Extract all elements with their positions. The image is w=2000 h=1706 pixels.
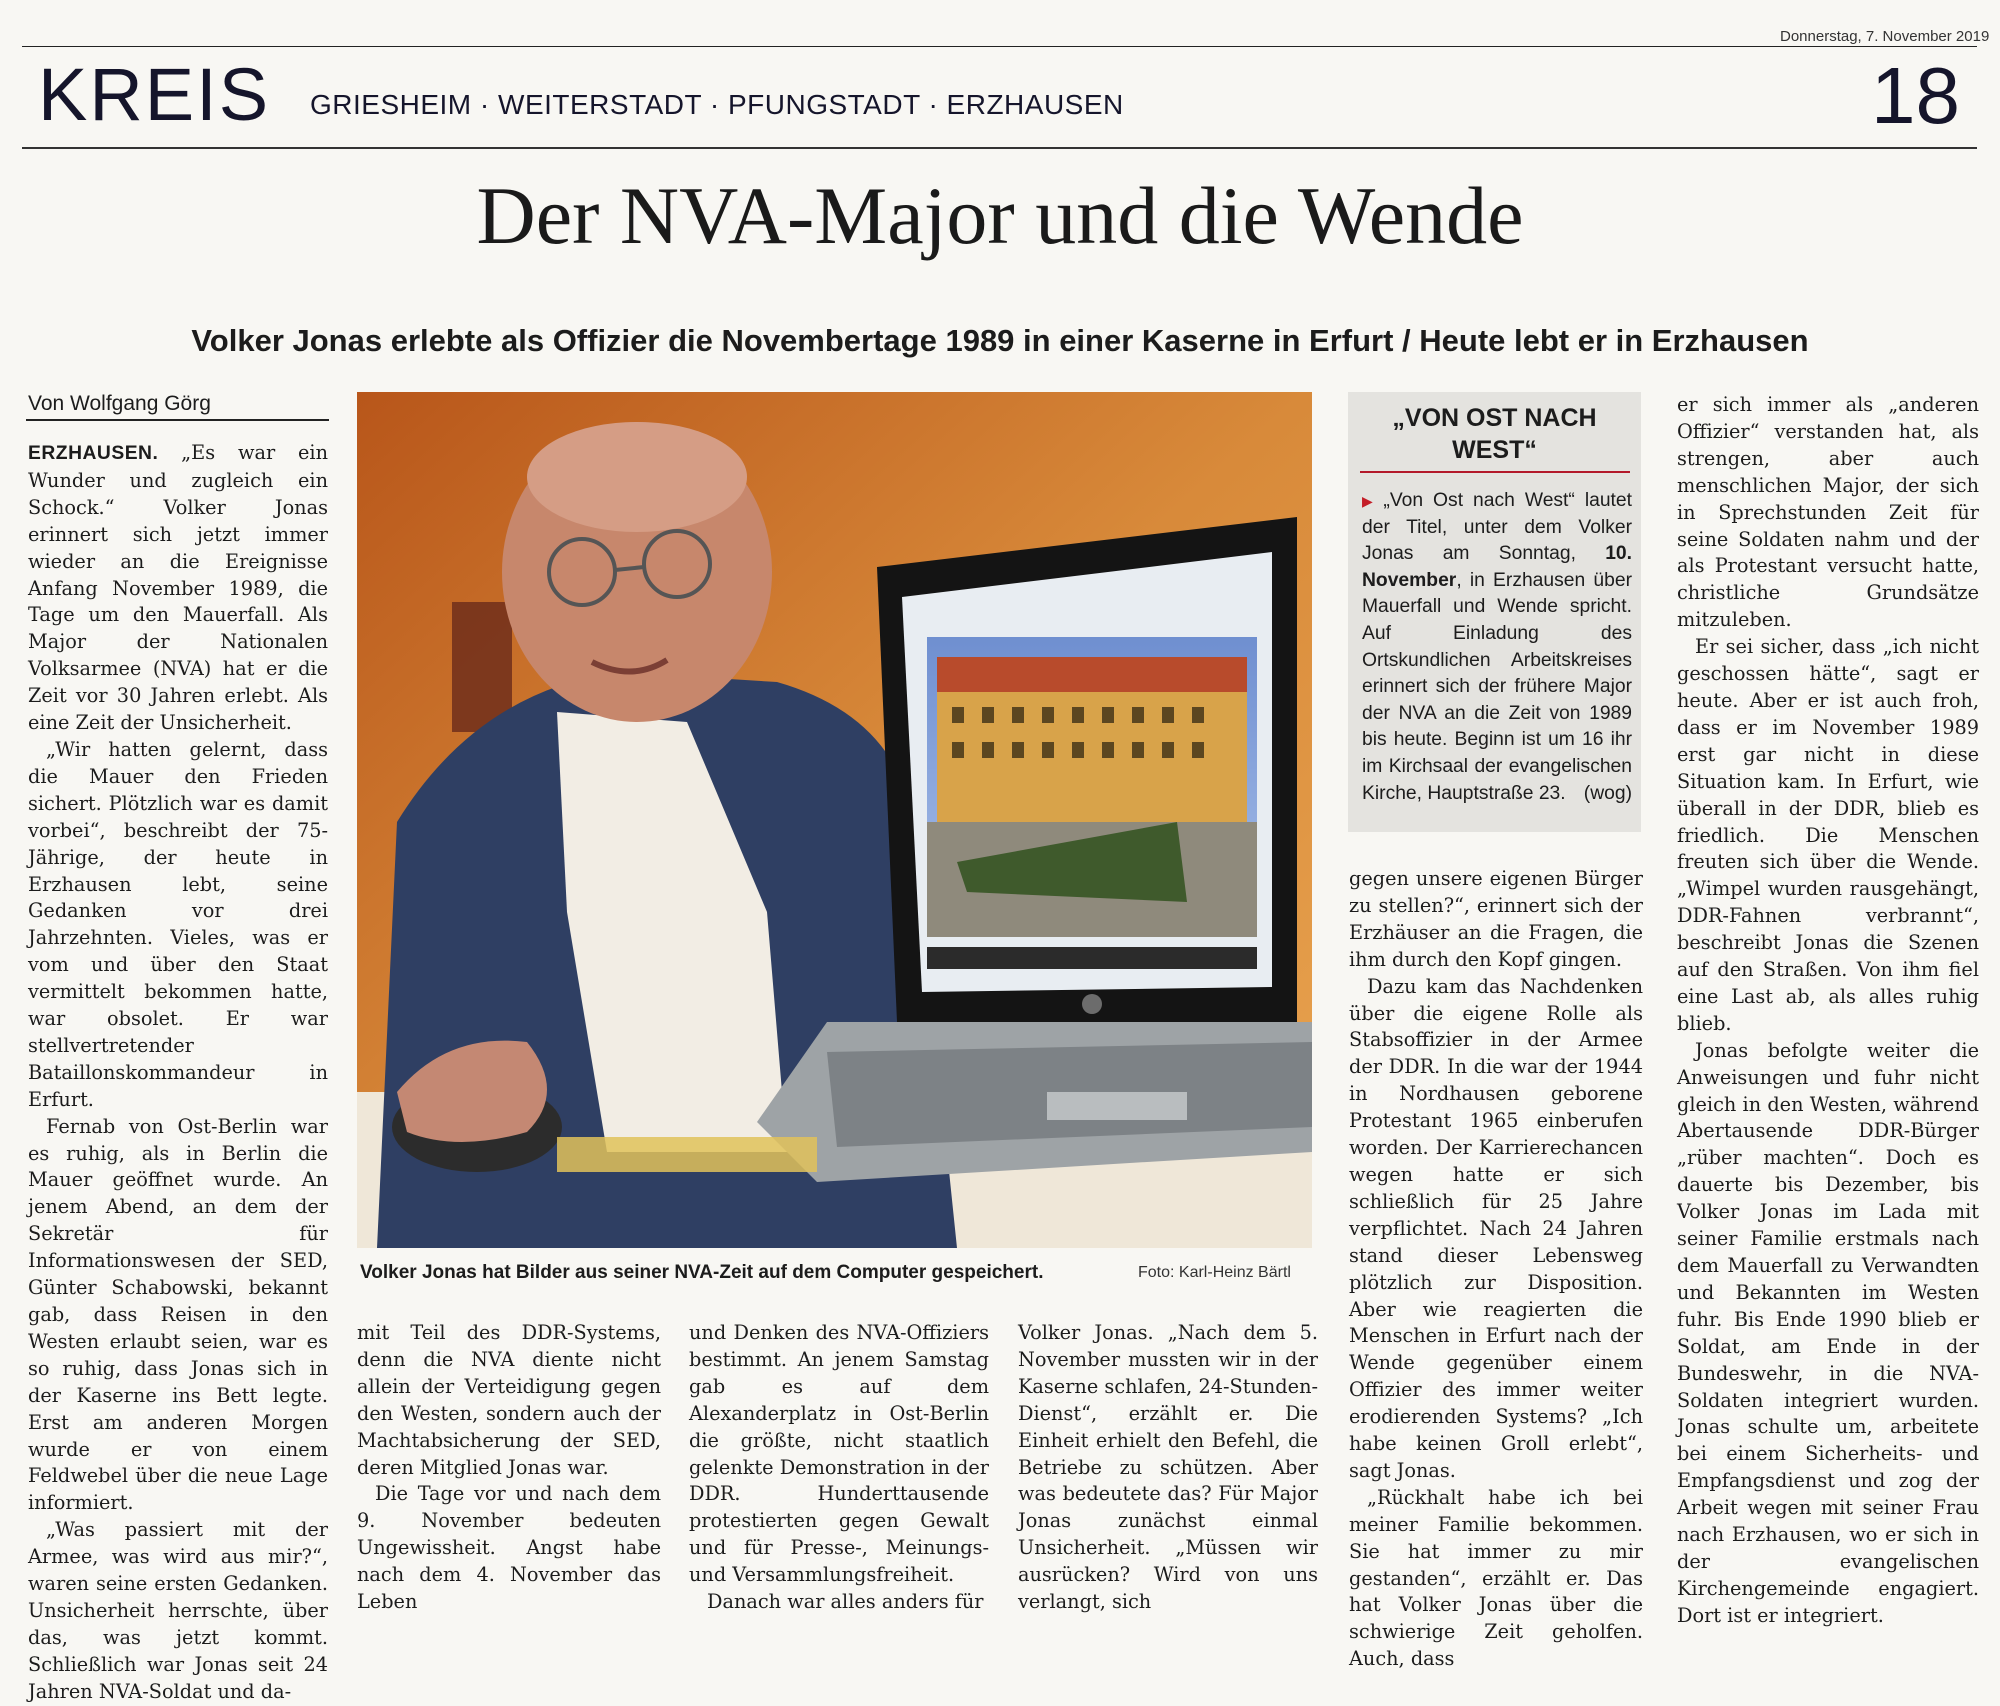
paragraph: gegen unsere eigenen Bürger zu stellen?“, erinnert sich der Erzhäuser an die Fragen, die ihm durch den Kopf gingen.	[1349, 867, 1643, 971]
paragraph: Jonas befolgte weiter die Anweisungen und fuhr nicht gleich in den Westen, während Abertausende DDR-Bürger „rüber machten“. Doch es dauerte bis Dezember, bis Volker Jonas im Lada mit seiner Familie erstmals nach dem Mauerfall zu Verwandten und Bekannten im Westen fuhr. Bis Ende 1990 blieb er Soldat, am Ende in der Bundeswehr, in die NVA-Soldaten integriert wurden. Jonas schulte um, arbeitete bei einem Sicherheits- und Empfangsdienst und zog der Arbeit wegen mit seiner Frau nach Erzhausen, wo er sich in der evangelischen Kirchengemeinde engagiert. Dort ist er integriert.	[1677, 1038, 1979, 1627]
hp-logo-icon	[1082, 994, 1102, 1014]
dateline: ERZHAUSEN.	[28, 443, 159, 464]
top-rule	[22, 46, 1977, 47]
info-box-date: 10. November	[1362, 543, 1632, 591]
info-box	[1348, 392, 1641, 832]
text-column-4	[1018, 1320, 1318, 1616]
text-column-1	[28, 440, 328, 1706]
section-towns: GRIESHEIM · WEITERSTADT · PFUNGSTADT · ERZHAUSEN	[310, 89, 1124, 120]
section-title: KREIS	[38, 53, 271, 136]
text-column-2	[357, 1320, 661, 1616]
text-column-5	[1349, 866, 1643, 1673]
info-box-title: „VON OST NACH WEST“	[1392, 404, 1597, 464]
paragraph-text: „Es war ein Wunder und zugleich ein Schock.“ Volker Jonas erinnert sich jetzt immer wieder an die Ereignisse Anfang November 1989, die Tage um den Mauerfall. Als Major der Nationalen Volksarmee (NVA) hat er die Zeit vor 30 Jahren erlebt. Als eine Zeit der Unsicherheit.	[28, 441, 328, 735]
info-box-text	[1362, 488, 1632, 807]
paragraph: „Was passiert mit der Armee, was wird aus mir?“, waren seine ersten Gedanken. Unsicherheit herrschte, über das, was jetzt kommt. Schließlich war Jonas seit 24 Jahren NVA-Soldat und da-	[28, 1518, 328, 1703]
issue-date: Donnerstag, 7. November 2019	[1780, 28, 1990, 45]
byline-rule	[26, 419, 329, 421]
triangle-bullet-icon: ▶	[1362, 493, 1378, 509]
paragraph: Fernab von Ost-Berlin war es ruhig, als in Berlin die Mauer geöffnet wurde. An jenem Abend, an dem der Sekretär für Informationswesen der SED, Günter Schabowski, bekannt gab, dass Reisen in den Westen erlaubt seien, war es so ruhig, dass Jonas sich in der Kaserne ins Bett legte. Erst am anderen Morgen wurde er von einem Feldwebel über die neue Lage informiert.	[28, 1114, 328, 1515]
info-box-signature: (wog)	[1583, 782, 1632, 804]
article-subheadline: Volker Jonas erlebte als Offizier die Novembertage 1989 in einer Kaserne in Erfurt / Heute lebt er in Erzhausen	[191, 323, 1809, 358]
info-box-text-a: „Von Ost nach West“ lautet der Titel, unter dem Volker Jonas am Sonntag,	[1362, 490, 1632, 565]
paragraph: Die Tage vor und nach dem 9. November bedeuten Ungewissheit. Angst habe nach dem 4. November das Leben	[357, 1482, 661, 1614]
photo-caption: Volker Jonas hat Bilder aus seiner NVA-Zeit auf dem Computer gespeichert.	[360, 1262, 1044, 1283]
paragraph: Dazu kam das Nachdenken über die eigene Rolle als Stabsoffizier in der Armee der DDR. In die war der 1944 in Nordhausen geborene Protestant 1965 einberufen worden. Der Karrierechancen wegen hatte er sich schließlich für 25 Jahre verpflichtet. Nach 24 Jahren stand dieser Lebensweg plötzlich zur Disposition. Aber wie reagierten die Menschen in Erfurt nach der Wende gegenüber einem Offizier des immer weiter erodierenden Systems? „Ich habe keinen Groll erlebt“, sagt Jonas.	[1349, 974, 1643, 1482]
paragraph: Danach war alles anders für	[707, 1590, 984, 1614]
author-byline: Von Wolfgang Görg	[28, 392, 211, 415]
header-rule	[22, 147, 1977, 149]
paragraph: Volker Jonas. „Nach dem 5. November mussten wir in der Kaserne schlafen, 24-Stunden-Dienst“, erzählt er. Die Einheit erhielt den Befehl, die Betriebe zu schützen. Aber was bedeutete das? Für Major Jonas zunächst einmal Unsicherheit. „Müssen wir ausrücken? Wird von uns verlangt, sich	[1018, 1321, 1318, 1614]
info-box-rule	[1360, 471, 1630, 473]
info-box-text-b: , in Erzhausen über Mauerfall und Wende spricht. Auf Einladung des Ortskundlichen Arbeitskreises erinnert sich der frühere Major der NVA an die Zeit von 1989 bis heute. Beginn ist um 16 ihr im Kirchsaal der evangelischen Kirche, Hauptstraße 23.	[1362, 569, 1632, 804]
paragraph	[28, 440, 328, 737]
article-photo	[357, 392, 1312, 1248]
page-number: 18	[1871, 51, 1960, 140]
paragraph: mit Teil des DDR-Systems, denn die NVA diente nicht allein der Verteidigung gegen den Westen, sondern auch der Machtabsicherung der SED, deren Mitglied Jonas war.	[357, 1321, 661, 1479]
article-headline: Der NVA-Major und die Wende	[476, 170, 1524, 261]
paragraph: und Denken des NVA-Offiziers bestimmt. An jenem Samstag gab es auf dem Alexanderplatz in Ost-Berlin die größte, nicht staatlich gelenkte Demonstration in der DDR. Hunderttausende protestierten gegen Gewalt und für Presse-, Meinungs- und Versammlungsfreiheit.	[689, 1321, 990, 1587]
photo-credit: Foto: Karl-Heinz Bärtl	[1138, 1264, 1291, 1281]
paragraph: er sich immer als „anderen Offizier“ verstanden hat, als strengen, aber auch menschlichen Major, der sich in Sprechstunden Zeit für seine Soldaten nahm und der als Protestant versucht hatte, christliche Grundsätze mitzuleben.	[1677, 393, 1979, 632]
paragraph: „Rückhalt habe ich bei meiner Familie bekommen. Sie hat immer zu mir gestanden“, erzählt er. Das hat Volker Jonas über die schwierige Zeit geholfen. Auch, dass	[1349, 1485, 1643, 1671]
paragraph: „Wir hatten gelernt, dass die Mauer den Frieden sichert. Plötzlich war es damit vorbei“, beschreibt der 75-Jährige, der heute in Erzhausen lebt, seine Gedanken vor drei Jahrzehnten. Vieles, was er vom und über den Staat vermittelt bekommen hatte, war obsolet. Er war stellvertretender Bataillonskommandeur in Erfurt.	[28, 737, 328, 1111]
text-column-6	[1677, 392, 1979, 1630]
text-column-3	[689, 1320, 989, 1616]
paragraph: Er sei sicher, dass „ich nicht geschossen hätte“, sagt er heute. Aber er ist auch froh, dass er im November 1989 erst gar nicht in diese Situation kam. In Erfurt, wie überall in der DDR, blieb es friedlich. Die Menschen freuten sich über die Wende. „Wimpel wurden rausgehängt, DDR-Fahnen verbrannt“, beschreibt Jonas die Szenen auf den Straßen. Von ihm fiel eine Last ab, als alles ruhig blieb.	[1677, 635, 1979, 1035]
